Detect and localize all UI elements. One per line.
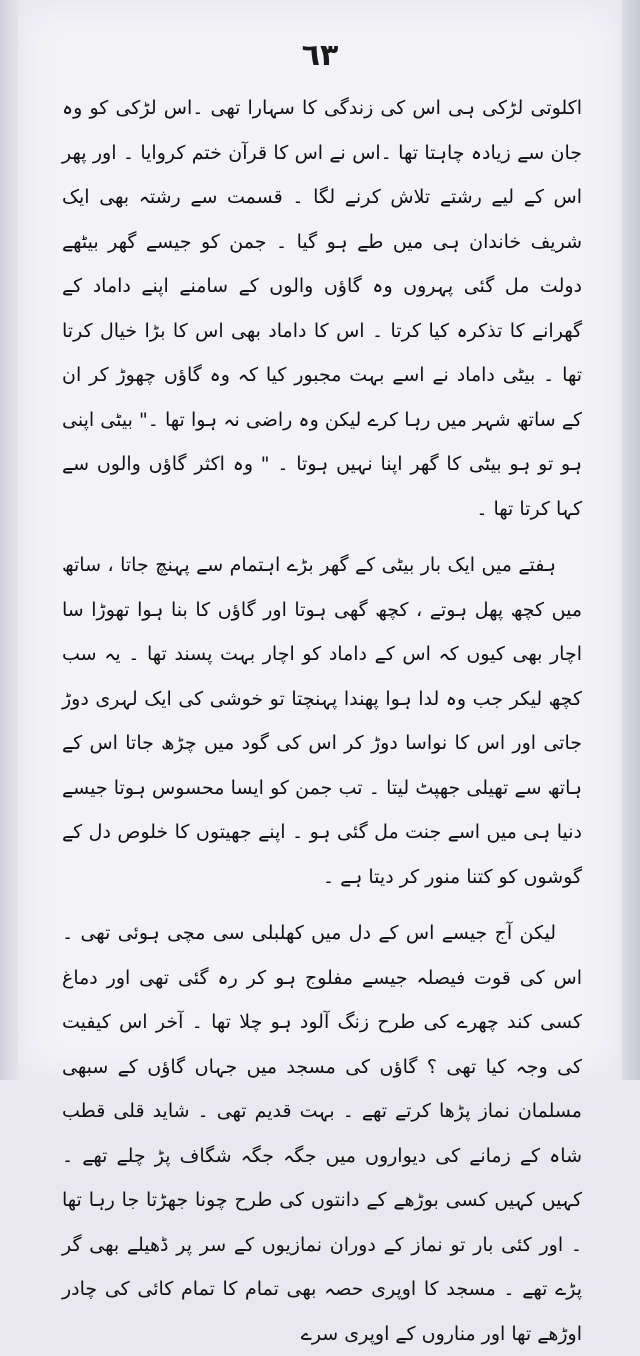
paragraph-2: ہفتے میں ایک بار بیٹی کے گھر بڑے اہتمام سے پہنچ جاتا ، ساتھ میں کچھ پھل ہوتے ، کچھ گھی ہوتا اور گاؤں کا بنا ہوا تھوڑا سا اچار بھی کیوں کہ اس کے داماد کو اچار بہت پسند تھا ۔ یہ سب کچھ لیکر جب وہ لدا ہوا پھندا پہنچتا تو خوشی کی ایک لہری دوڑ جاتی اور اس کا نواسا دوڑ کر اس کی گود میں چڑھ جاتا اس کے ہاتھ سے تھیلی جھپٹ لیتا ۔ تب جمن کو ایسا محسوس ہوتا جیسے دنیا ہی میں اسے جنت مل گئی ہو ۔ اپنے جھیتوں کا خلوص دل کے گوشوں کو کتنا منور کر دیتا ہے ۔ <box>62 554 582 888</box>
page-number: ٦٣ <box>301 38 339 73</box>
paragraph-1: اکلوتی لڑکی ہی اس کی زندگی کا سہارا تھی ۔اس لڑکی کو وہ جان سے زیادہ چاہتا تھا ۔اس نے اس کا قرآن ختم کروایا ۔ اور پھر اس کے لیے رشتے تلاش کرنے لگا ۔ قسمت سے رشتہ بھی ایک شریف خاندان ہی میں طے ہو گیا ۔ جمن کو جیسے گھر بیٹھے دولت مل گئی پہروں وہ گاؤں والوں کے سامنے اپنے داماد کے گھرانے کا تذکرہ کیا کرتا ۔ اس کا داماد بھی اس کا بڑا خیال کرتا تھا ۔ بیٹی داماد نے اسے بہت مجبور کیا کہ وہ گاؤں چھوڑ کر ان کے ساتھ شہر میں رہا کرے لیکن وہ راضی نہ ہوا تھا ۔" بیٹی اپنی ہو تو ہو بیٹی کا گھر اپنا نہیں ہوتا ۔ " وہ اکثر گاؤں والوں سے کہا کرتا تھا ۔ <box>62 97 582 520</box>
page-gutter-left <box>0 0 18 1080</box>
page-edge-right <box>622 0 640 1080</box>
paragraph-3: لیکن آج جیسے اس کے دل میں کھلبلی سی مچی ہوئی تھی ۔ اس کی قوت فیصلہ جیسے مفلوج ہو کر رہ گئی تھی اور دماغ کسی کند چھرے کی طرح زنگ آلود ہو چلا تھا ۔ آخر اس کیفیت کی وجہ کیا تھی ؟ گاؤں کی مسجد میں جہاں گاؤں کے سبھی مسلمان نماز پڑھا کرتے تھے ۔ بہت قدیم تھی ۔ شاید قلی قطب شاہ کے زمانے کی دیواروں میں جگہ جگہ شگاف پڑ چلے تھے ۔ کہیں کہیں کسی بوڑھے کے دانتوں کی طرح چونا جھڑتا جا رہا تھا ۔ اور کئی بار تو نماز کے دوران نمازیوں کے سر پر ڈھیلے بھی گر پڑے تھے ۔ مسجد کا اوپری حصہ بھی تمام کا تمام کائی کی چادر اوڑھے تھا اور مناروں کے اوپری سرے <box>62 922 582 1345</box>
body-text <box>62 86 582 1356</box>
